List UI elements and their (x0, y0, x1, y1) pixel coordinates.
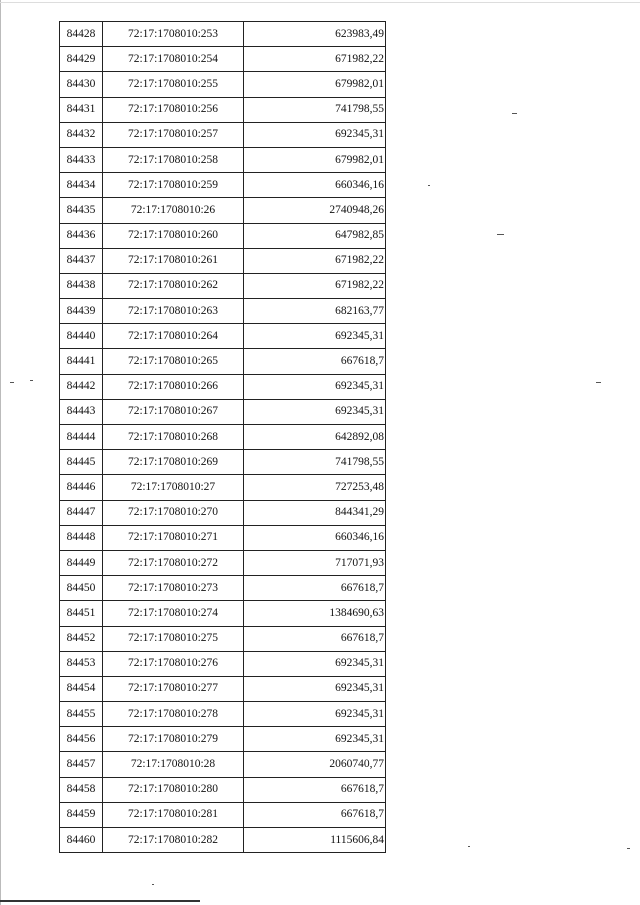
value-cell: 667618,7 (244, 802, 386, 827)
scan-top-edge (0, 2, 640, 3)
value-cell: 692345,31 (244, 651, 386, 676)
cadastral-number-cell: 72:17:1708010:277 (103, 676, 244, 701)
row-number-cell: 84459 (60, 802, 103, 827)
value-cell: 679982,01 (244, 147, 386, 172)
value-cell: 667618,7 (244, 349, 386, 374)
value-cell: 692345,31 (244, 702, 386, 727)
value-cell: 671982,22 (244, 248, 386, 273)
row-number-cell: 84429 (60, 47, 103, 72)
value-cell: 692345,31 (244, 374, 386, 399)
table-row (60, 97, 386, 122)
value-cell: 692345,31 (244, 676, 386, 701)
row-number-cell: 84453 (60, 651, 103, 676)
row-number-cell: 84450 (60, 576, 103, 601)
cadastral-number-cell: 72:17:1708010:253 (103, 22, 244, 47)
cadastral-number-cell: 72:17:1708010:254 (103, 47, 244, 72)
table-row (60, 676, 386, 701)
table-row (60, 500, 386, 525)
table-row (60, 752, 386, 777)
table-row (60, 651, 386, 676)
cadastral-number-cell: 72:17:1708010:263 (103, 299, 244, 324)
value-cell: 671982,22 (244, 47, 386, 72)
scan-speck (10, 382, 14, 383)
value-cell: 660346,16 (244, 173, 386, 198)
value-cell: 692345,31 (244, 122, 386, 147)
cadastral-number-cell: 72:17:1708010:26 (103, 198, 244, 223)
table-row (60, 702, 386, 727)
scan-speck (497, 234, 504, 235)
scan-speck (468, 846, 470, 847)
table-row (60, 223, 386, 248)
table-row (60, 601, 386, 626)
row-number-cell: 84449 (60, 550, 103, 575)
value-cell: 647982,85 (244, 223, 386, 248)
value-cell: 844341,29 (244, 500, 386, 525)
cadastral-number-cell: 72:17:1708010:258 (103, 147, 244, 172)
table-row (60, 22, 386, 47)
value-cell: 741798,55 (244, 450, 386, 475)
row-number-cell: 84435 (60, 198, 103, 223)
cadastral-number-cell: 72:17:1708010:272 (103, 550, 244, 575)
row-number-cell: 84443 (60, 399, 103, 424)
row-number-cell: 84458 (60, 777, 103, 802)
row-number-cell: 84432 (60, 122, 103, 147)
scan-left-edge (0, 0, 1, 905)
row-number-cell: 84437 (60, 248, 103, 273)
table-row (60, 299, 386, 324)
cadastral-number-cell: 72:17:1708010:270 (103, 500, 244, 525)
scan-speck (512, 113, 517, 114)
cadastral-number-cell: 72:17:1708010:276 (103, 651, 244, 676)
cadastral-number-cell: 72:17:1708010:278 (103, 702, 244, 727)
value-cell: 1115606,84 (244, 828, 386, 853)
row-number-cell: 84460 (60, 828, 103, 853)
table-row (60, 828, 386, 853)
cadastral-number-cell: 72:17:1708010:259 (103, 173, 244, 198)
table-row (60, 198, 386, 223)
table-row (60, 576, 386, 601)
row-number-cell: 84456 (60, 727, 103, 752)
table-row (60, 147, 386, 172)
cadastral-number-cell: 72:17:1708010:273 (103, 576, 244, 601)
cadastral-number-cell: 72:17:1708010:282 (103, 828, 244, 853)
value-cell: 623983,49 (244, 22, 386, 47)
cadastral-number-cell: 72:17:1708010:265 (103, 349, 244, 374)
row-number-cell: 84436 (60, 223, 103, 248)
row-number-cell: 84433 (60, 147, 103, 172)
value-cell: 692345,31 (244, 727, 386, 752)
cadastral-number-cell: 72:17:1708010:27 (103, 475, 244, 500)
row-number-cell: 84434 (60, 173, 103, 198)
value-cell: 2740948,26 (244, 198, 386, 223)
row-number-cell: 84454 (60, 676, 103, 701)
value-cell: 642892,08 (244, 425, 386, 450)
cadastral-number-cell: 72:17:1708010:28 (103, 752, 244, 777)
cadastral-number-cell: 72:17:1708010:260 (103, 223, 244, 248)
cadastral-number-cell: 72:17:1708010:261 (103, 248, 244, 273)
table-row (60, 550, 386, 575)
value-cell: 692345,31 (244, 399, 386, 424)
value-cell: 727253,48 (244, 475, 386, 500)
cadastral-number-cell: 72:17:1708010:280 (103, 777, 244, 802)
row-number-cell: 84455 (60, 702, 103, 727)
cadastral-number-cell: 72:17:1708010:255 (103, 72, 244, 97)
row-number-cell: 84442 (60, 374, 103, 399)
value-cell: 660346,16 (244, 525, 386, 550)
value-cell: 717071,93 (244, 550, 386, 575)
table-row (60, 349, 386, 374)
table-row (60, 525, 386, 550)
scan-speck (596, 382, 601, 383)
row-number-cell: 84440 (60, 324, 103, 349)
value-cell: 667618,7 (244, 777, 386, 802)
table-row (60, 374, 386, 399)
cadastral-number-cell: 72:17:1708010:266 (103, 374, 244, 399)
table-row (60, 450, 386, 475)
cadastral-number-cell: 72:17:1708010:268 (103, 425, 244, 450)
value-cell: 682163,77 (244, 299, 386, 324)
row-number-cell: 84451 (60, 601, 103, 626)
table-row (60, 626, 386, 651)
value-cell: 741798,55 (244, 97, 386, 122)
value-cell: 692345,31 (244, 324, 386, 349)
value-cell: 667618,7 (244, 576, 386, 601)
table-row (60, 173, 386, 198)
row-number-cell: 84428 (60, 22, 103, 47)
table-row (60, 727, 386, 752)
cadastral-number-cell: 72:17:1708010:271 (103, 525, 244, 550)
scan-bottom-edge (0, 900, 200, 902)
table-row (60, 122, 386, 147)
parcel-table-body (60, 22, 386, 853)
scan-speck (627, 848, 630, 849)
table-row (60, 273, 386, 298)
row-number-cell: 84448 (60, 525, 103, 550)
table-row (60, 777, 386, 802)
row-number-cell: 84430 (60, 72, 103, 97)
table-row (60, 802, 386, 827)
value-cell: 671982,22 (244, 273, 386, 298)
cadastral-number-cell: 72:17:1708010:256 (103, 97, 244, 122)
cadastral-number-cell: 72:17:1708010:262 (103, 273, 244, 298)
row-number-cell: 84457 (60, 752, 103, 777)
table-row (60, 475, 386, 500)
value-cell: 667618,7 (244, 626, 386, 651)
cadastral-number-cell: 72:17:1708010:267 (103, 399, 244, 424)
row-number-cell: 84446 (60, 475, 103, 500)
table-row (60, 425, 386, 450)
scan-speck (30, 380, 33, 381)
row-number-cell: 84444 (60, 425, 103, 450)
parcel-table (59, 21, 386, 853)
table-row (60, 47, 386, 72)
table-row (60, 72, 386, 97)
row-number-cell: 84431 (60, 97, 103, 122)
scan-speck (428, 185, 430, 186)
cadastral-number-cell: 72:17:1708010:281 (103, 802, 244, 827)
row-number-cell: 84452 (60, 626, 103, 651)
row-number-cell: 84438 (60, 273, 103, 298)
value-cell: 1384690,63 (244, 601, 386, 626)
cadastral-number-cell: 72:17:1708010:274 (103, 601, 244, 626)
cadastral-number-cell: 72:17:1708010:275 (103, 626, 244, 651)
row-number-cell: 84441 (60, 349, 103, 374)
row-number-cell: 84447 (60, 500, 103, 525)
value-cell: 2060740,77 (244, 752, 386, 777)
cadastral-number-cell: 72:17:1708010:279 (103, 727, 244, 752)
table-row (60, 248, 386, 273)
table-row (60, 324, 386, 349)
table-row (60, 399, 386, 424)
value-cell: 679982,01 (244, 72, 386, 97)
cadastral-number-cell: 72:17:1708010:269 (103, 450, 244, 475)
row-number-cell: 84445 (60, 450, 103, 475)
scan-speck (152, 884, 154, 885)
cadastral-number-cell: 72:17:1708010:257 (103, 122, 244, 147)
cadastral-number-cell: 72:17:1708010:264 (103, 324, 244, 349)
row-number-cell: 84439 (60, 299, 103, 324)
